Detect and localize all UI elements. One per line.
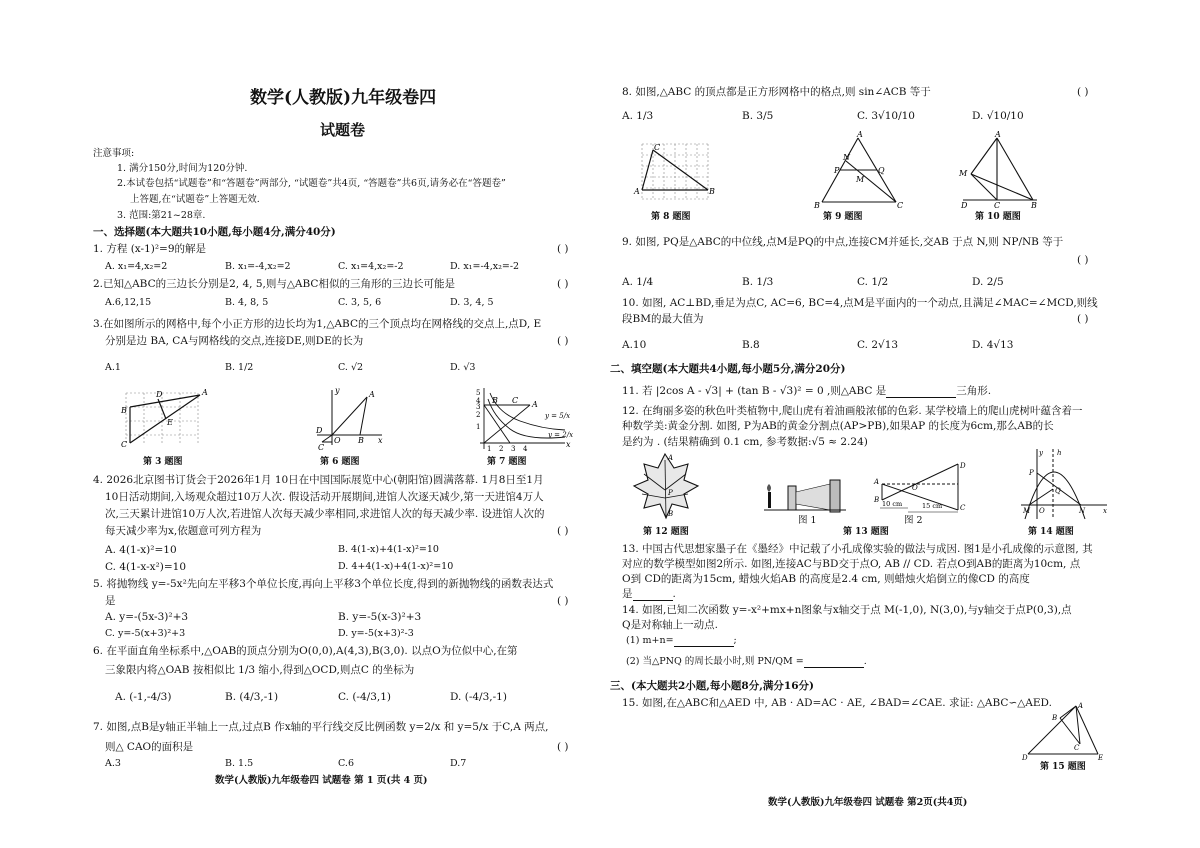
svg-text:A: A bbox=[668, 454, 674, 462]
svg-text:1: 1 bbox=[487, 445, 492, 453]
figure-12-leaf bbox=[628, 450, 703, 525]
svg-text:3: 3 bbox=[476, 403, 481, 411]
q10-line-1: 10. 如图, AC⊥BD,垂足为点C, AC=6, BC=4,点M是平面内的一个动点,且满足∠MAC=∠MCD,则线 bbox=[622, 297, 1098, 309]
svg-text:P: P bbox=[668, 489, 673, 497]
svg-text:B: B bbox=[814, 201, 820, 210]
svg-text:D: D bbox=[960, 462, 966, 470]
section-3-title: 三、(本大题共2小题,每小题8分,满分16分) bbox=[610, 680, 814, 692]
q6-option-b: B. (4/3,-1) bbox=[225, 691, 279, 703]
q8-answer-paren: ( ) bbox=[1077, 86, 1089, 98]
svg-text:P: P bbox=[834, 166, 840, 175]
q4-line-1: 4. 2026北京图书订货会于2026年1月 10日在中国国际展览中心(朝阳馆)圆满落幕. 1月8日至1月 bbox=[93, 474, 544, 486]
svg-text:h: h bbox=[1057, 449, 1062, 457]
q10-answer-paren: ( ) bbox=[1077, 313, 1089, 325]
svg-text:A: A bbox=[874, 478, 880, 486]
svg-text:C: C bbox=[994, 201, 1001, 210]
q9-option-b: B. 1/3 bbox=[742, 276, 774, 288]
svg-text:O: O bbox=[912, 484, 918, 492]
q1-answer-paren: ( ) bbox=[557, 243, 569, 255]
q13-line-2: 对应的数学模型如图2所示. 如图,连接AC与BD交于点O, AB // CD. 若点O到AB的距离为10cm, 点 bbox=[622, 558, 1081, 570]
figure-12-caption: 第 12 题图 bbox=[643, 527, 689, 537]
q9-stem: 9. 如图, PQ是△ABC的中位线,点M是PQ的中点,连接CM并延长,交AB 于点 N,则 NP/NB 等于 bbox=[622, 236, 1064, 248]
q14-part-2-blank[interactable] bbox=[804, 657, 864, 668]
q12-line-3: 是约为 . (结果精确到 0.1 cm, 参考数据:√5 ≈ 2.24) bbox=[622, 436, 868, 448]
q14-part-1-blank[interactable] bbox=[674, 636, 734, 647]
svg-text:C: C bbox=[1074, 744, 1080, 752]
svg-text:E: E bbox=[167, 418, 173, 427]
svg-text:D: D bbox=[156, 390, 163, 399]
q8-option-d: D. √10/10 bbox=[972, 110, 1024, 122]
figure-13-2-label: 图 2 bbox=[904, 515, 923, 526]
q9-option-d: D. 2/5 bbox=[972, 276, 1004, 288]
q6-line-1: 6. 在平面直角坐标系中,△OAB的顶点分别为O(0,0),A(4,3),B(3,0). 以点O为位似中心,在第 bbox=[93, 645, 518, 657]
svg-text:Q: Q bbox=[1055, 487, 1061, 495]
footer-right: 数学(人教版)九年级卷四 试题卷 第2页(共4页) bbox=[768, 797, 968, 808]
svg-text:D: D bbox=[1022, 754, 1028, 762]
svg-text:y = 2/x: y = 2/x bbox=[548, 431, 574, 439]
figure-13-len-15: 15 cm bbox=[922, 502, 943, 510]
q3-answer-paren: ( ) bbox=[557, 335, 569, 347]
q10-option-a: A.10 bbox=[622, 339, 647, 351]
q7-option-a: A.3 bbox=[105, 758, 121, 769]
page-subtitle: 试题卷 bbox=[320, 121, 366, 139]
figure-8-grid-triangle bbox=[632, 138, 717, 208]
figure-15-caption: 第 15 题图 bbox=[1040, 762, 1086, 772]
svg-text:1: 1 bbox=[476, 423, 481, 431]
q14-part-2: (2) 当△PNQ 的周长最小时,则 PN/QM = . bbox=[626, 656, 867, 667]
note-3: 3. 范围:第21~28章. bbox=[117, 210, 206, 221]
q11-text: 11. 若 |2cos A - √3| + (tan B - √3)² = 0 ,则△ABC 是 bbox=[622, 385, 887, 397]
q1-option-b: B. x₁=-4,x₂=2 bbox=[225, 261, 291, 272]
q7-option-b: B. 1.5 bbox=[225, 758, 254, 769]
q8-option-b: B. 3/5 bbox=[742, 110, 774, 122]
figure-13-len-10: 10 cm bbox=[882, 500, 903, 508]
figure-3-grid-triangle bbox=[118, 385, 208, 450]
svg-text:4: 4 bbox=[523, 445, 528, 453]
q2-option-b: B. 4, 8, 5 bbox=[225, 297, 269, 308]
q2-answer-paren: ( ) bbox=[557, 278, 569, 290]
svg-text:M: M bbox=[959, 169, 968, 178]
note-2: 2.本试卷包括“试题卷”和“答题卷”两部分, “试题卷”共4页, “答题卷”共6页,请务必在“答题卷” bbox=[117, 178, 506, 189]
svg-text:O: O bbox=[334, 436, 341, 445]
note-1: 1. 满分150分,时间为120分钟. bbox=[117, 163, 248, 174]
q10-option-c: C. 2√13 bbox=[857, 339, 899, 351]
svg-text:y: y bbox=[335, 386, 340, 395]
q14-part-1-text: (1) m+n= bbox=[626, 635, 674, 646]
svg-text:A: A bbox=[532, 400, 538, 409]
svg-text:O: O bbox=[1039, 507, 1045, 515]
figure-10-caption: 第 10 题图 bbox=[975, 212, 1021, 222]
q14-part-1: (1) m+n= ; bbox=[626, 635, 737, 646]
svg-text:C: C bbox=[512, 396, 519, 405]
q13-answer-blank[interactable] bbox=[633, 590, 673, 601]
q4-option-c: C. 4(1-x-x²)=10 bbox=[105, 561, 187, 573]
svg-text:N: N bbox=[843, 153, 850, 162]
q5-option-b: B. y=-5(x-3)²+3 bbox=[338, 611, 422, 623]
figure-13-2-model bbox=[872, 458, 972, 516]
q3-line-2: 分别是边 BA, CA与网格线的交点,连接DE,则DE的长为 bbox=[105, 335, 364, 347]
svg-text:x: x bbox=[1103, 507, 1107, 515]
q14-part-2-text: (2) 当△PNQ 的周长最小时,则 PN/QM = bbox=[626, 656, 804, 667]
svg-text:E: E bbox=[1098, 754, 1104, 762]
q5-option-a: A. y=-(5x-3)²+3 bbox=[105, 611, 189, 623]
svg-text:D: D bbox=[316, 426, 323, 435]
q4-answer-paren: ( ) bbox=[557, 525, 569, 537]
svg-text:M: M bbox=[856, 175, 865, 184]
q1-stem: 1. 方程 (x-1)²=9的解是 bbox=[93, 243, 207, 255]
svg-text:2: 2 bbox=[476, 411, 481, 419]
q2-option-a: A.6,12,15 bbox=[105, 297, 152, 308]
page-title: 数学(人教版)九年级卷四 bbox=[250, 88, 437, 108]
q6-option-c: C. (-4/3,1) bbox=[338, 691, 391, 703]
q4-option-a: A. 4(1-x)²=10 bbox=[105, 544, 177, 556]
q9-option-c: C. 1/2 bbox=[857, 276, 889, 288]
q7-answer-paren: ( ) bbox=[557, 741, 569, 753]
q7-option-d: D.7 bbox=[450, 758, 467, 769]
svg-text:B: B bbox=[492, 396, 498, 405]
q14-line-1: 14. 如图,已知二次函数 y=-x²+mx+n图象与x轴交于点 M(-1,0), N(3,0),与y轴交于点P(0,3),点 bbox=[622, 604, 1072, 616]
svg-text:y = 5/x: y = 5/x bbox=[545, 412, 571, 420]
svg-text:3: 3 bbox=[511, 445, 516, 453]
svg-text:D: D bbox=[961, 201, 968, 210]
q1-option-c: C. x₁=4,x₂=-2 bbox=[338, 261, 404, 272]
q4-line-2: 10日活动期间,入场观众超过10万人次. 假设活动开展期间,进馆人次逐天减少,第一天进馆4万人 bbox=[105, 491, 544, 503]
q7-line-1: 7. 如图,点B是y轴正半轴上一点,过点B 作x轴的平行线交反比例函数 y=2/x 和 y=5/x 于C,A 两点, bbox=[93, 721, 549, 733]
svg-text:C: C bbox=[897, 201, 904, 210]
q3-option-a: A.1 bbox=[105, 362, 121, 373]
q7-line-2: 则△ CAO的面积是 bbox=[105, 741, 194, 753]
q5-option-c: C. y=-5(x+3)²+3 bbox=[105, 628, 186, 639]
q4-line-4: 每天减少率为x,依题意可列方程为 bbox=[105, 525, 262, 537]
q3-line-1: 3.在如图所示的网格中,每个小正方形的边长均为1,△ABC的三个顶点均在网格线的交点上,点D, E bbox=[93, 318, 542, 330]
q3-option-b: B. 1/2 bbox=[225, 362, 254, 373]
q5-line-1: 5. 将抛物线 y=-5x²先向左平移3个单位长度,再向上平移3个单位长度,得到的新抛物线的函数表达式 bbox=[93, 578, 554, 590]
q2-option-d: D. 3, 4, 5 bbox=[450, 297, 494, 308]
svg-text:x: x bbox=[566, 440, 571, 449]
svg-text:N: N bbox=[1079, 507, 1086, 515]
svg-text:B: B bbox=[1031, 201, 1037, 210]
figure-6-axes bbox=[312, 385, 387, 450]
svg-text:A: A bbox=[1078, 702, 1084, 710]
q10-line-2: 段BM的最大值为 bbox=[622, 313, 704, 325]
svg-text:B: B bbox=[709, 187, 715, 196]
svg-text:B: B bbox=[874, 496, 880, 504]
q5-line-2: 是 bbox=[105, 595, 116, 607]
q8-stem: 8. 如图,△ABC 的顶点都是正方形网格中的格点,则 sin∠ACB 等于 bbox=[622, 86, 931, 98]
svg-text:C: C bbox=[654, 143, 661, 152]
svg-text:A: A bbox=[634, 187, 640, 196]
q4-option-d: D. 4+4(1-x)+4(1-x)²=10 bbox=[338, 561, 454, 572]
figure-14-caption: 第 14 题图 bbox=[1028, 527, 1074, 537]
q4-line-3: 次,三天累计进馆10万人次,若进馆人次每天减少率相同,求进馆人次的每天减少率. 设进馆人次的 bbox=[105, 508, 545, 520]
svg-text:5: 5 bbox=[476, 389, 481, 397]
q8-option-c: C. 3√10/10 bbox=[857, 110, 915, 122]
figure-13-1-label: 图 1 bbox=[798, 515, 817, 526]
q13-line-1: 13. 中国古代思想家墨子在《墨经》中记载了小孔成像实验的做法与成因. 图1是小孔成像的示意图, 其 bbox=[622, 543, 1093, 555]
figure-13-1-pinhole bbox=[760, 470, 850, 515]
figure-13-caption: 第 13 题图 bbox=[843, 527, 889, 537]
figure-7-hyperbolas bbox=[470, 385, 580, 455]
figure-10-perpendicular bbox=[955, 130, 1050, 210]
q8-option-a: A. 1/3 bbox=[622, 110, 654, 122]
q9-option-a: A. 1/4 bbox=[622, 276, 654, 288]
q5-option-d: D. y=-5(x+3)²-3 bbox=[338, 628, 414, 639]
q13-line-4-text: 是 bbox=[622, 588, 633, 600]
figure-6-caption: 第 6 题图 bbox=[320, 457, 360, 467]
q11-stem bbox=[622, 385, 991, 398]
figure-3-caption: 第 3 题图 bbox=[143, 457, 183, 467]
svg-text:A: A bbox=[202, 388, 208, 397]
note-2-cont: 上答题,在“试题卷”上答题无效. bbox=[130, 194, 260, 205]
q7-option-c: C.6 bbox=[338, 758, 354, 769]
svg-text:P: P bbox=[1029, 469, 1034, 477]
q2-stem: 2.已知△ABC的三边长分别是2, 4, 5,则与△ABC相似的三角形的三边长可能是 bbox=[93, 278, 455, 290]
section-1-title: 一、选择题(本大题共10小题,每小题4分,满分40分) bbox=[93, 226, 336, 238]
svg-text:x: x bbox=[378, 436, 383, 445]
q12-line-2: 种数学美:黄金分割. 如图, P为AB的黄金分割点(AP>PB),如果AP 的长度为6cm,那么AB的长 bbox=[622, 420, 1054, 432]
svg-text:B: B bbox=[121, 406, 127, 415]
q6-option-d: D. (-4/3,-1) bbox=[450, 691, 507, 703]
q11-tail: 三角形. bbox=[956, 385, 992, 397]
figure-9-caption: 第 9 题图 bbox=[823, 212, 863, 222]
svg-text:B: B bbox=[358, 436, 364, 445]
q6-line-2: 三象限内将△OAB 按相似比 1/3 缩小,得到△OCD,则点C 的坐标为 bbox=[105, 664, 415, 676]
q9-answer-paren: ( ) bbox=[1077, 254, 1089, 266]
q3-option-d: D. √3 bbox=[450, 362, 476, 373]
q6-option-a: A. (-1,-4/3) bbox=[115, 691, 172, 703]
figure-8-caption: 第 8 题图 bbox=[651, 212, 691, 222]
footer-left: 数学(人教版)九年级卷四 试题卷 第 1 页(共 4 页) bbox=[215, 775, 428, 786]
figure-7-caption: 第 7 题图 bbox=[487, 457, 527, 467]
svg-text:2: 2 bbox=[499, 445, 504, 453]
svg-text:C: C bbox=[121, 440, 128, 449]
q15-stem: 15. 如图,在△ABC和△AED 中, AB · AD=AC · AE, ∠BAD=∠CAE. 求证: △ABC∽△AED. bbox=[622, 697, 1052, 709]
svg-text:y: y bbox=[1039, 449, 1043, 457]
svg-text:A: A bbox=[369, 390, 375, 399]
svg-text:C: C bbox=[960, 504, 966, 512]
q14-line-2: Q是对称轴上一动点. bbox=[622, 619, 718, 631]
svg-text:C: C bbox=[318, 443, 325, 450]
svg-text:Q: Q bbox=[878, 166, 885, 175]
q11-answer-blank[interactable] bbox=[886, 387, 956, 398]
section-2-title: 二、填空题(本大题共4小题,每小题5分,满分20分) bbox=[610, 363, 846, 375]
figure-15-triangles bbox=[1018, 700, 1108, 762]
figure-14-parabola bbox=[1015, 445, 1115, 525]
q5-answer-paren: ( ) bbox=[557, 595, 569, 607]
q1-option-a: A. x₁=4,x₂=2 bbox=[105, 261, 168, 272]
q10-option-d: D. 4√13 bbox=[972, 339, 1014, 351]
q10-option-b: B.8 bbox=[742, 339, 760, 351]
svg-text:A: A bbox=[995, 130, 1001, 139]
figure-9-triangle-midline bbox=[810, 130, 905, 210]
q12-line-1: 12. 在绚丽多姿的秋色叶类植物中,爬山虎有着油画般浓郁的色彩. 某学校墙上的爬山虎树叶蕴含着一 bbox=[622, 405, 1083, 417]
q4-option-b: B. 4(1-x)+4(1-x)²=10 bbox=[338, 544, 439, 555]
svg-text:A: A bbox=[857, 130, 863, 139]
q2-option-c: C. 3, 5, 6 bbox=[338, 297, 382, 308]
q1-option-d: D. x₁=-4,x₂=-2 bbox=[450, 261, 520, 272]
notes-heading: 注意事项: bbox=[93, 148, 135, 159]
svg-text:B: B bbox=[668, 510, 674, 518]
q13-line-4: 是 . bbox=[622, 588, 676, 600]
q13-line-3: O到 CD的距离为15cm, 蜡烛火焰AB 的高度是2.4 cm, 则蜡烛火焰倒立的像CD 的高度 bbox=[622, 573, 1030, 585]
svg-text:M: M bbox=[1023, 507, 1031, 515]
svg-text:B: B bbox=[1052, 714, 1058, 722]
svg-text:4: 4 bbox=[476, 397, 481, 405]
q3-option-c: C. √2 bbox=[338, 362, 364, 373]
